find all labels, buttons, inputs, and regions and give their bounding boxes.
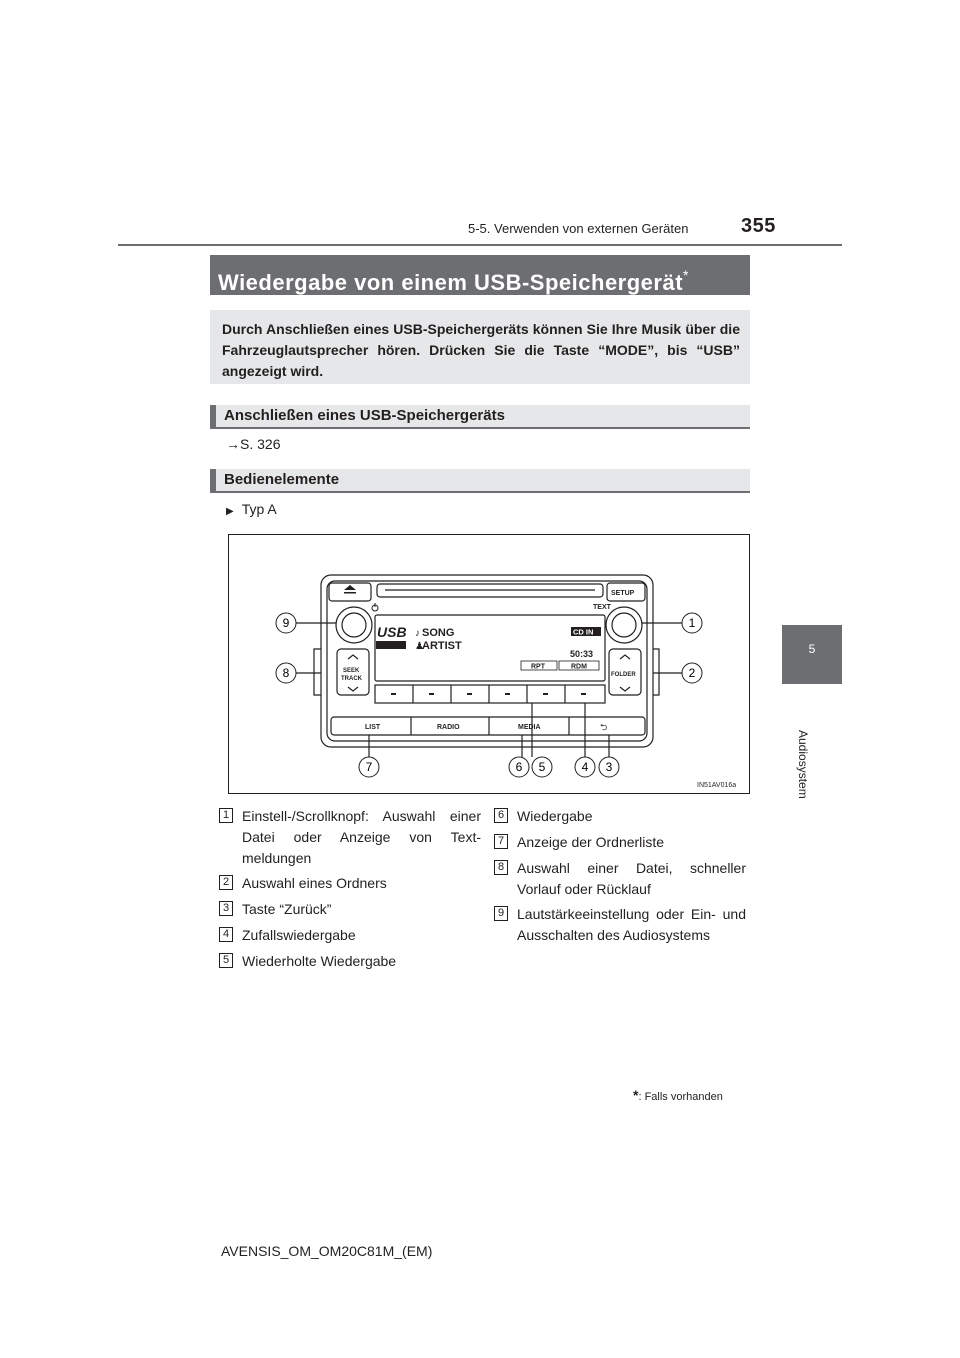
footnote-asterisk-icon: * <box>633 1087 639 1103</box>
setup-label: SETUP <box>611 590 635 597</box>
preset-button-row <box>375 685 605 703</box>
legend-text: Taste “Zurück” <box>242 901 332 917</box>
callout-7 <box>359 757 379 777</box>
audio-unit-illustration <box>229 535 749 793</box>
section-heading-controls: Bedienelemente <box>210 469 750 493</box>
svg-text:4: 4 <box>581 760 589 774</box>
callout-8 <box>276 663 296 683</box>
page-title <box>210 255 750 295</box>
legend-number: 9 <box>494 906 508 921</box>
display-rdm: RDM <box>571 663 587 671</box>
folder-label: FOLDER <box>611 672 636 678</box>
legend-number: 4 <box>219 927 233 942</box>
document-code: AVENSIS_OM_OM20C81M_(EM) <box>221 1243 433 1259</box>
display-cd-in: CD IN <box>573 627 594 637</box>
callout-6 <box>509 757 529 777</box>
display-rpt: RPT <box>531 663 545 671</box>
svg-text:5: 5 <box>538 760 546 774</box>
volume-knob-inner <box>342 613 366 637</box>
usb-stick-icon <box>376 641 406 649</box>
svg-text:1: 1 <box>688 616 696 630</box>
legend-number: 1 <box>219 808 233 823</box>
audio-unit-diagram <box>228 534 750 794</box>
legend-number: 6 <box>494 808 508 823</box>
section-heading-connect: Anschließen eines USB-Speichergeräts <box>210 405 750 429</box>
page-title-text: Wiedergabe von einem USB-Speichergerät <box>218 270 684 295</box>
bracket-8 <box>314 649 321 695</box>
svg-text:3: 3 <box>605 760 613 774</box>
legend-number: 3 <box>219 901 233 916</box>
image-code: IN51AV016a <box>697 782 737 789</box>
display-artist: ARTIST <box>422 640 462 652</box>
footnote <box>633 1087 723 1103</box>
legend-number: 8 <box>494 860 508 875</box>
track-label: TRACK <box>341 676 362 682</box>
header-divider <box>118 244 842 246</box>
legend-text: Lautstärkeeinstellung oder Ein- und Ausschalten des Audiosystems <box>517 906 746 943</box>
chapter-label: Audiosystem <box>796 730 810 799</box>
legend-text: Anzeige der Ordnerliste <box>517 834 665 850</box>
callout-1 <box>682 613 702 633</box>
triangle-bullet-icon: ▶ <box>226 506 234 517</box>
media-label: MEDIA <box>518 724 541 731</box>
legend-text: Wiedergabe <box>517 808 593 824</box>
header-section-title: 5-5. Verwenden von externen Geräten <box>468 221 689 236</box>
tune-knob-inner <box>612 613 636 637</box>
callout-5 <box>532 757 552 777</box>
svg-text:9: 9 <box>282 616 290 630</box>
legend-text: Wiederholte Wiedergabe <box>242 953 397 969</box>
intro-box: Durch Anschließen eines USB-Speichergeräts können Sie Ihre Musik über die Fahrzeuglautsprecher hören. Drücken Sie die Taste “MODE”, bis “USB” angezeigt wird. <box>210 310 750 384</box>
legend-number: 5 <box>219 953 233 968</box>
footnote-text: : Falls vorhanden <box>638 1091 723 1103</box>
list-label: LIST <box>365 724 381 731</box>
legend-text: Zufallswiedergabe <box>242 927 356 943</box>
eject-icon <box>344 585 356 594</box>
text-label: TEXT <box>593 604 611 611</box>
svg-text:2: 2 <box>688 666 696 680</box>
callout-9 <box>276 613 296 633</box>
legend-number: 7 <box>494 834 508 849</box>
callout-4 <box>575 757 595 777</box>
legend-text: Einstell-/Scrollknopf: Auswahl einer Datei oder Anzeige von Textmeldungen <box>242 808 481 866</box>
display-time: 50:33 <box>570 649 594 659</box>
page-reference: →S. 326 <box>226 436 281 452</box>
display-screen <box>375 615 605 681</box>
type-label-text: Typ A <box>241 501 277 517</box>
music-note-icon: ♪ <box>415 628 420 639</box>
person-icon: ♟ <box>415 641 424 652</box>
chapter-tab: 5 <box>782 625 842 684</box>
svg-text:8: 8 <box>282 666 290 680</box>
legend-text: Auswahl einer Datei, schneller Vorlauf oder Rücklauf <box>517 860 746 897</box>
bracket-2 <box>653 649 659 695</box>
callout-3 <box>599 757 619 777</box>
legend-number: 2 <box>219 875 233 890</box>
legend-text: Auswahl eines Ordners <box>242 875 387 891</box>
radio-label: RADIO <box>437 724 460 731</box>
seek-label: SEEK <box>343 668 360 674</box>
type-label <box>226 501 277 517</box>
display-usb: USB <box>377 624 407 640</box>
svg-text:7: 7 <box>365 760 373 774</box>
display-song: SONG <box>422 627 455 639</box>
back-arrow-icon: ⮌ <box>600 722 608 732</box>
asterisk-icon: * <box>683 267 689 283</box>
callout-2 <box>682 663 702 683</box>
svg-text:6: 6 <box>515 760 523 774</box>
page-number: 355 <box>741 215 776 237</box>
